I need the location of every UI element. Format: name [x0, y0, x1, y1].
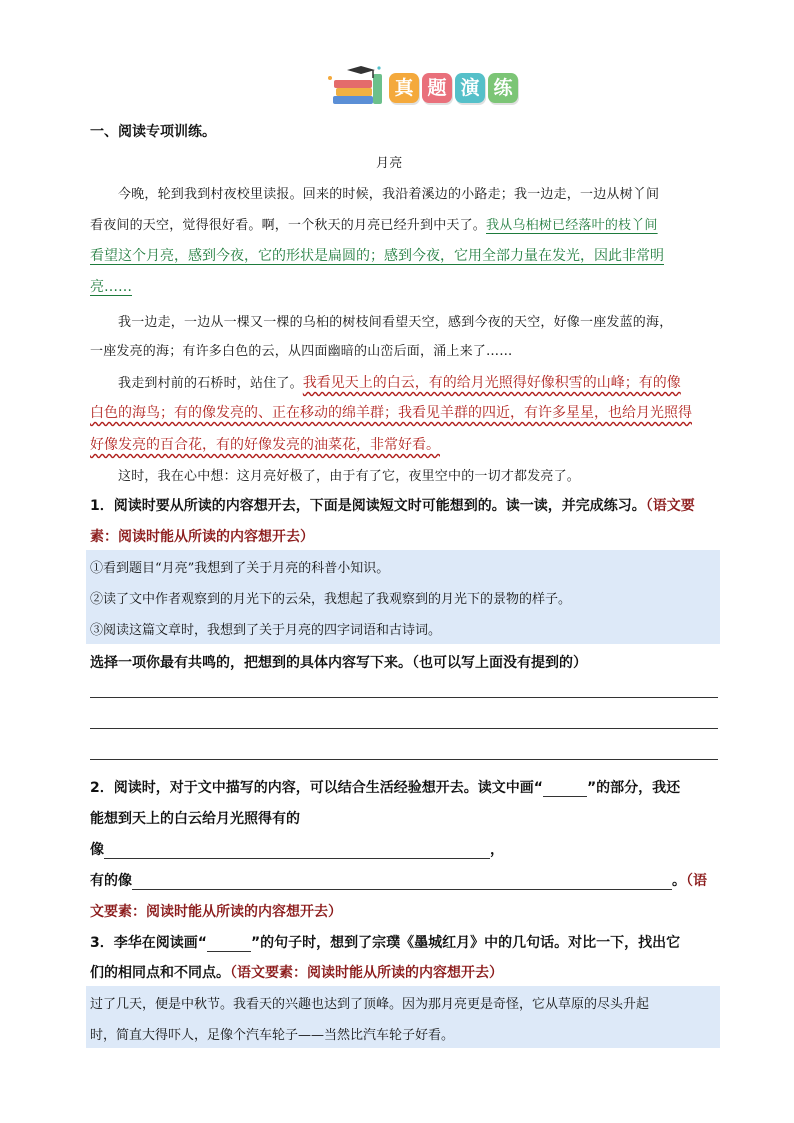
q2-stem-a: 2．阅读时，对于文中描写的内容，可以结合生活经验想开去。读文中画“	[90, 780, 543, 796]
q3-stem-a: 3．李华在阅读画“	[90, 935, 207, 951]
q2-fill1-label: 像	[90, 842, 104, 858]
q3-quote-line2: 时，简直大得吓人，足像个汽车轮子——当然比汽车轮子好看。	[90, 1028, 455, 1043]
q1-prompt: 选择一项你最有共鸣的，把想到的具体内容写下来。（也可以写上面没有提到的）	[90, 655, 587, 671]
para3-line3-highlight: 好像发亮的百合花，有的好像发亮的油菜花，非常好看。	[90, 437, 440, 453]
q2-stem-line2: 能想到天上的白云给月光照得有的	[90, 811, 300, 827]
q2-fill2-label: 有的像	[90, 873, 132, 889]
para1-line2-highlight: 我从乌桕树已经落叶的枝丫间	[486, 218, 658, 233]
q2-underline-mark	[543, 782, 587, 797]
q3-note: （语文要素：阅读时能从所读的内容想开去）	[230, 965, 503, 981]
banner-char-4: 练	[488, 73, 518, 103]
books-icon	[327, 66, 385, 110]
para3-line2-highlight: 白色的海鸟；有的像发亮的、正在移动的绵羊群；我看见羊群的四近，有许多星星，也给月光照得	[90, 405, 692, 421]
article-title: 月亮	[376, 156, 403, 171]
q1-option-3: ③阅读这篇文章时，我想到了关于月亮的四字词语和古诗词。	[90, 623, 442, 638]
para1-line2-plain: 看夜间的天空，觉得很好看。啊，一个秋天的月亮已经升到中天了。	[90, 218, 487, 233]
q3-underline-mark	[207, 937, 251, 952]
para2-line2: 一座发亮的海；有许多白色的云，从四面幽暗的山峦后面，涌上来了……	[90, 344, 513, 359]
q2-stem-line1	[90, 777, 680, 797]
q1-option-1: ①看到题目“月亮”我想到了关于月亮的科普小知识。	[90, 561, 390, 576]
banner-char-2: 题	[422, 73, 452, 103]
para3-line1	[118, 372, 681, 392]
para1-line3-highlight: 看望这个月亮，感到今夜，它的形状是扁圆的；感到今夜，它用全部力量在发光，因此非常明	[90, 248, 664, 264]
q3-stem-line1	[90, 932, 680, 952]
q2-note-end: 文要素：阅读时能从所读的内容想开去）	[90, 904, 342, 920]
q3-stem-b: ”的句子时，想到了宗璞《墨城红月》中的几句话。对比一下，找出它	[250, 935, 681, 951]
para1-line2	[90, 214, 658, 233]
q2-stem-b: ”的部分，我还	[586, 780, 681, 796]
q2-fill-blank-1[interactable]	[104, 844, 490, 859]
answer-line-3[interactable]	[90, 759, 718, 760]
q1-stem	[90, 495, 695, 515]
q3-stem-line2	[90, 962, 503, 982]
q1-stem-text: 1．阅读时要从所读的内容想开去，下面是阅读短文时可能想到的。读一读，并完成练习。	[90, 498, 646, 514]
q1-option-2: ②读了文中作者观察到的月光下的云朵，我想起了我观察到的月光下的景物的样子。	[90, 592, 572, 607]
para1-line4-highlight: 亮……	[90, 279, 132, 295]
q1-note-start: （语文要	[645, 498, 695, 514]
banner-char-3: 演	[455, 73, 485, 103]
para2-line1: 我一边走，一边从一棵又一棵的乌桕的树枝间看望天空，感到今夜的天空，好像一座发蓝的海，	[118, 315, 673, 330]
q2-fill-blank-2[interactable]	[132, 875, 672, 890]
banner-char-1: 真	[389, 73, 419, 103]
answer-line-1[interactable]	[90, 697, 718, 698]
q2-fill2-period: 。	[672, 873, 686, 889]
q2-fill-line1	[90, 839, 504, 859]
para1-line1: 今晚，轮到我到村夜校里读报。回来的时候，我沿着溪边的小路走；我一边走，一边从树丫间	[118, 187, 660, 202]
q1-note-end: 素：阅读时能从所读的内容想开去）	[90, 529, 314, 545]
section-title: 一、阅读专项训练。	[90, 124, 216, 140]
q3-quote-line1: 过了几天，便是中秋节。我看天的兴趣也达到了顶峰。因为那月亮更是奇怪，它从草原的尽头升起	[90, 997, 650, 1012]
q2-fill1-comma: ，	[490, 842, 504, 858]
q2-fill-line2	[90, 870, 707, 890]
para4-line1: 这时，我在心中想：这月亮好极了，由于有了它，夜里空中的一切才都发亮了。	[118, 469, 581, 484]
q2-note-start: （语	[686, 873, 707, 889]
answer-line-2[interactable]	[90, 728, 718, 729]
para3-line1-plain: 我走到村前的石桥时，站住了。	[118, 376, 303, 391]
header-banner	[327, 66, 521, 110]
q3-stem-c: 们的相同点和不同点。	[90, 965, 230, 981]
para3-line1-highlight: 我看见天上的白云，有的给月光照得好像积雪的山峰；有的像	[302, 375, 681, 391]
